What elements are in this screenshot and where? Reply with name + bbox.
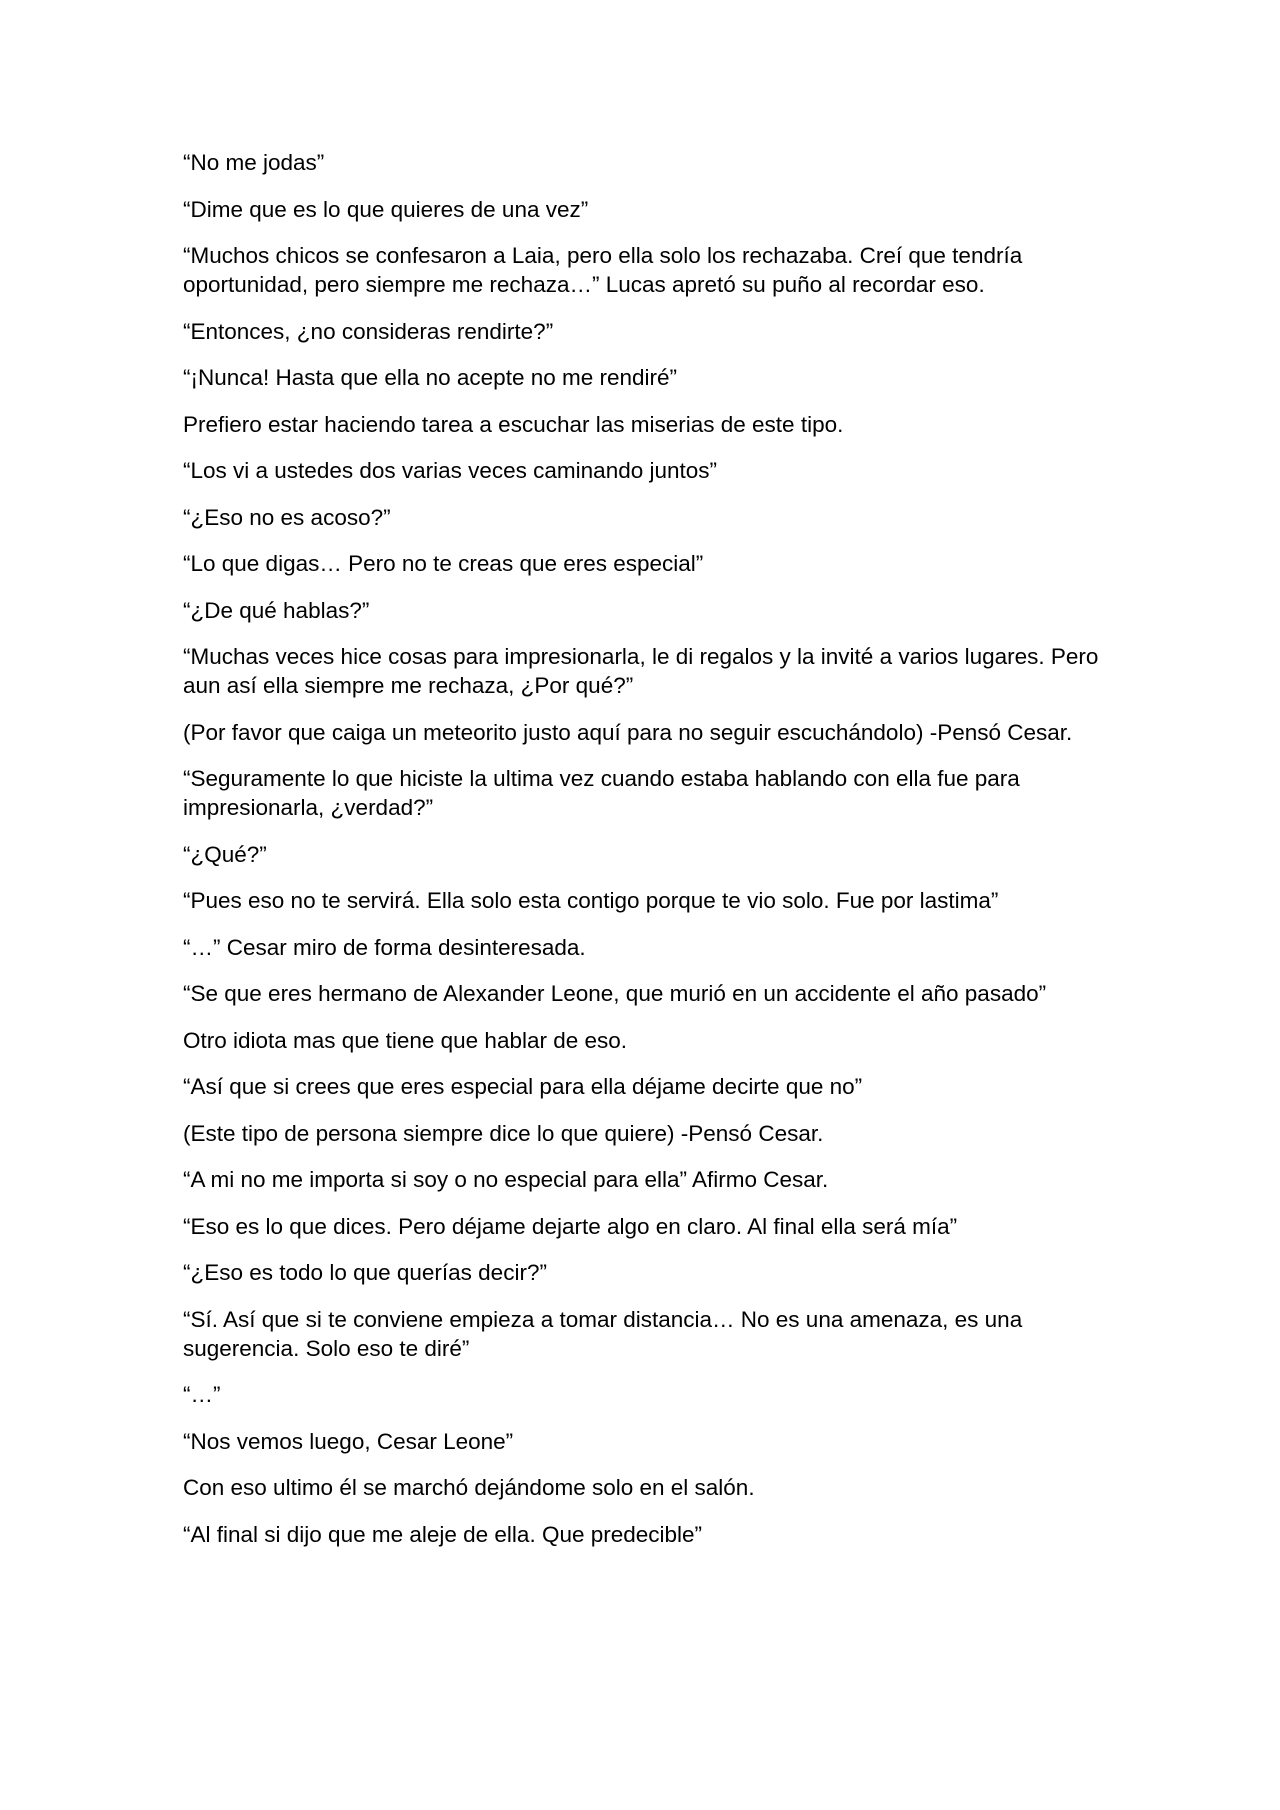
paragraph: “Al final si dijo que me aleje de ella. Que predecible” bbox=[183, 1521, 703, 1547]
paragraph: “Los vi a ustedes dos varias veces caminando juntos” bbox=[183, 458, 718, 483]
paragraph: “Sí. Así que si te conviene empieza a tomar distancia… No es una amenaza, es una sugerencia. Solo eso te diré” bbox=[183, 1306, 1023, 1361]
paragraph: “Pues eso no te servirá. Ella solo esta contigo porque te vio solo. Fue por lastima” bbox=[183, 888, 999, 913]
paragraph: (Por favor que caiga un meteorito justo aquí para no seguir escuchándolo) -Pensó Cesar. bbox=[183, 719, 1073, 745]
paragraph: “¡Nunca! Hasta que ella no acepte no me rendiré” bbox=[183, 365, 678, 390]
paragraph: “¿Eso es todo lo que querías decir?” bbox=[183, 1260, 547, 1285]
paragraph: “…” Cesar miro de forma desinteresada. bbox=[183, 934, 586, 960]
paragraph: “Eso es lo que dices. Pero déjame dejarte algo en claro. Al final ella será mía” bbox=[183, 1213, 958, 1239]
paragraph: “Lo que digas… Pero no te creas que eres especial” bbox=[183, 551, 704, 576]
document-body bbox=[183, 148, 1103, 1566]
paragraph: “…” bbox=[183, 1382, 221, 1407]
paragraph: Prefiero estar haciendo tarea a escuchar las miserias de este tipo. bbox=[183, 411, 844, 437]
paragraph: “¿Eso no es acoso?” bbox=[183, 504, 391, 530]
paragraph: “A mi no me importa si soy o no especial para ella” Afirmo Cesar. bbox=[183, 1167, 829, 1192]
paragraph: Otro idiota mas que tiene que hablar de eso. bbox=[183, 1027, 628, 1053]
paragraph: “No me jodas” bbox=[183, 150, 325, 175]
paragraph: Con eso ultimo él se marchó dejándome solo en el salón. bbox=[183, 1475, 755, 1500]
paragraph: “Entonces, ¿no consideras rendirte?” bbox=[183, 318, 554, 344]
paragraph: “¿Qué?” bbox=[183, 841, 267, 867]
paragraph: “Dime que es lo que quieres de una vez” bbox=[183, 196, 589, 222]
paragraph: “Muchos chicos se confesaron a Laia, pero ella solo los rechazaba. Creí que tendría oportunidad, pero siempre me rechaza…” Lucas apretó su puño al recordar eso. bbox=[183, 243, 1023, 297]
paragraph: “¿De qué hablas?” bbox=[183, 597, 370, 623]
paragraph: (Este tipo de persona siempre dice lo que quiere) -Pensó Cesar. bbox=[183, 1120, 824, 1146]
paragraph: “Así que si crees que eres especial para ella déjame decirte que no” bbox=[183, 1074, 863, 1099]
paragraph: “Muchas veces hice cosas para impresionarla, le di regalos y la invité a varios lugares. Pero aun así ella siempre me rechaza, ¿Por qué?” bbox=[183, 644, 1099, 698]
paragraph: “Se que eres hermano de Alexander Leone, que murió en un accidente el año pasado” bbox=[183, 981, 1047, 1006]
paragraph: “Seguramente lo que hiciste la ultima vez cuando estaba hablando con ella fue para impresionarla, ¿verdad?” bbox=[183, 766, 1020, 820]
paragraph: “Nos vemos luego, Cesar Leone” bbox=[183, 1428, 514, 1454]
